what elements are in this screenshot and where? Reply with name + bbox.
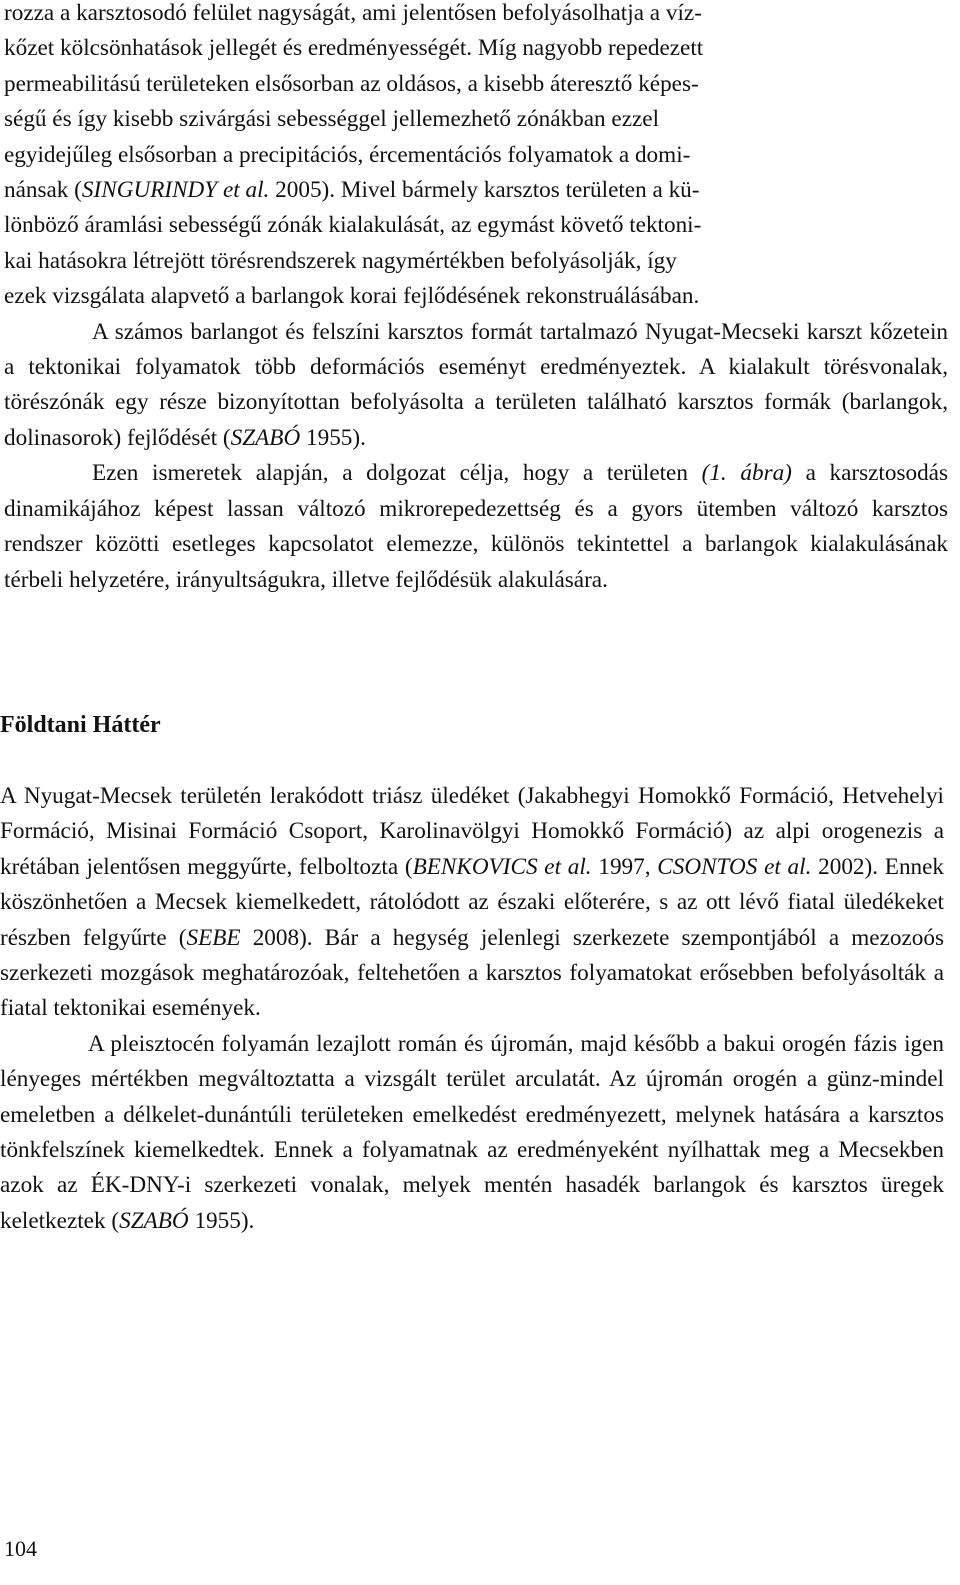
text-line: kai hatásokra létrejött törésrendszerek nagymértékben befolyásolják, így	[4, 247, 677, 274]
figure-reference: (1. ábra)	[701, 460, 792, 487]
section-heading: Földtani Háttér	[0, 712, 161, 738]
paragraph-study-aim	[4, 456, 948, 598]
text-run: 1997,	[591, 853, 658, 880]
paragraph-karst-intro	[4, 0, 948, 315]
text-line: rozza a karsztosodó felület nagyságát, ami jelentősen befolyásolhatja a víz-	[4, 0, 702, 26]
text-line-with-citation	[4, 173, 948, 208]
text-line: permeabilitású területeken elsősorban az oldásos, a kisebb áteresztő képes-	[4, 70, 699, 97]
text-line: ezek vizsgálata alapvető a barlangok korai fejlődésének rekonstruálásában.	[4, 283, 700, 310]
text-run: Ezen ismeretek alapján, a dolgozat célja, hogy a területen	[92, 460, 702, 487]
paragraph-triassic-sediments	[0, 779, 944, 1027]
text-line: kőzet kölcsönhatások jellegét és eredményességét. Míg nagyobb repedezett	[4, 35, 704, 62]
text-run: 2005). Mivel bármely karsztos területen a kü-	[269, 177, 700, 204]
text-line: ségű és így kisebb szivárgási sebességgel jellemezhető zónákban ezzel	[4, 106, 660, 133]
citation-szabo: SZABÓ	[230, 424, 301, 451]
text-run: a karsztosodás dinamikájához képest lassan változó mikrorepedezettség és a gyors ütemben változó karsztos rendszer közötti esetleges kapcsolatot elemezze, különös tekintettel a barlangok kialakulásának térbeli helyzetére, irányultságukra, illetve fejlődésük alakulására.	[4, 460, 948, 593]
text-run: 2008). Bár a hegység jelenlegi szerkezete szempontjából a mezozoós szerkezeti mozgások meghatározóak, feltehetően a karsztos folyamatokat erősebben befolyásolták a fiatal tektonikai események.	[0, 924, 944, 1022]
citation-szabo: SZABÓ	[119, 1207, 189, 1234]
geology-background-section	[0, 779, 944, 1239]
document-page	[4, 0, 948, 598]
text-run: 1955).	[188, 1207, 255, 1234]
text-line: egyidejűleg elsősorban a precipitációs, ércementációs folyamatok a domi-	[4, 141, 691, 168]
citation-sebe: SEBE	[186, 924, 241, 951]
text-line: lönböző áramlási sebességű zónák kialakulását, az egymást követő tektoni-	[4, 212, 702, 239]
page-number: 104	[4, 1536, 37, 1561]
text-run: A számos barlangot és felszíni karsztos formát tartalmazó Nyugat-Mecseki karszt kőzetein a tektonikai folyamatok több deformációs eseményt eredményeztek. A kialakult törésvonalak, törészónák egy része bizonyítottan befolyásolta a területen található karsztos formák (barlangok, dolinasorok) fejlődését (	[4, 318, 948, 451]
paragraph-pleistocene-orogeny	[0, 1027, 944, 1239]
citation-csontos: CSONTOS et al.	[657, 853, 812, 880]
text-run: 1955).	[300, 424, 366, 451]
citation-singurindy: SINGURINDY et al.	[81, 177, 270, 204]
citation-benkovics: BENKOVICS et al.	[412, 853, 592, 880]
text-run: A pleisztocén folyamán lezajlott román és újromán, majd később a bakui orogén fázis igen lényeges mértékben megváltoztatta a vizsgált terület arculatát. Az újromán orogén a günz-mindel emeletben a délkelet-dunántúli területeken emelkedést eredményezett, melynek hatására a karsztos tönkfelszínek kiemelkedtek. Ennek a folyamatnak az eredményeként nyílhattak meg a Mecsekben azok az ÉK-DNY-i szerkezeti vonalak, melyek mentén hasadék barlangok és karsztos üregek keletkeztek (	[0, 1030, 944, 1234]
paragraph-west-mecsek-karst	[4, 315, 948, 457]
text-run: A Nyugat-Mecsek területén lerakódott triász üledéket (Jakabhegyi Homokkő Formáció, Hetvehelyi Formáció, Misinai Formáció Csoport, Karolinavölgyi Homokkő Formáció) az alpi orogenezis a krétában jelentősen meggyűrte, felboltozta (	[0, 783, 944, 880]
text-run: nánsak (	[4, 177, 82, 204]
text-run: 2002). Ennek köszönhetően a Mecsek kiemelkedett, rátolódott az északi előterére, s az ott lévő fiatal üledékeket részben felgyűrte (	[0, 853, 945, 951]
